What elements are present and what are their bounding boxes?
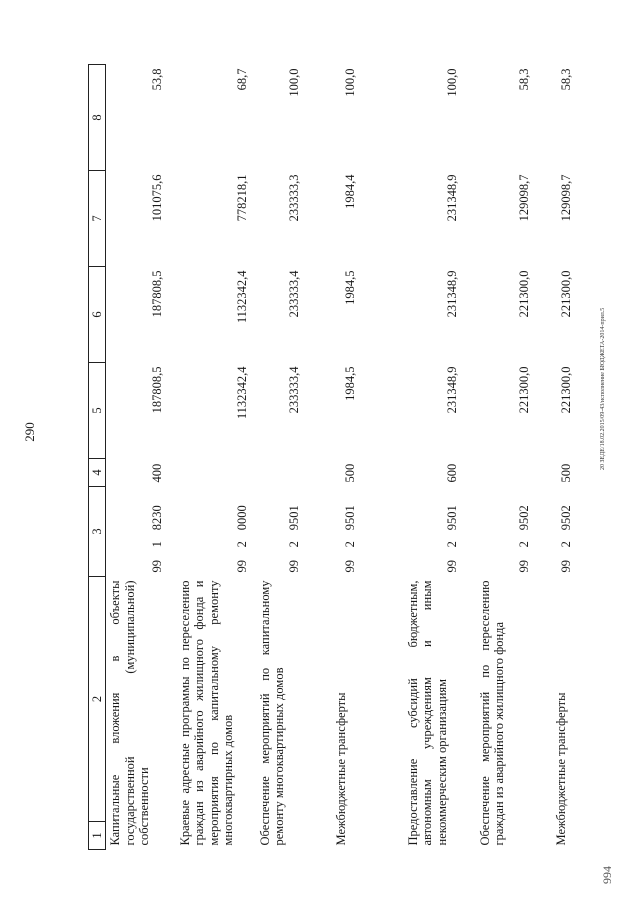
table-row bbox=[168, 65, 250, 850]
code-part: 0000 bbox=[235, 505, 249, 531]
header-cell: 8 bbox=[89, 65, 106, 171]
header-cell: 7 bbox=[89, 171, 106, 267]
row-col6: 233333,4 bbox=[287, 270, 301, 318]
sheet-number: 994 bbox=[600, 866, 614, 884]
code-part: 99 bbox=[343, 560, 357, 573]
row-vr: 400 bbox=[149, 463, 164, 483]
header-cell: 3 bbox=[89, 487, 106, 577]
row-vr: 500 bbox=[343, 463, 357, 483]
footer-text: 20 ЗЕДЕ/18.02.2015/09-43/исполнение БЮДЖЕТА-2014-прил.5 bbox=[600, 307, 606, 470]
row-col6: 187808,5 bbox=[149, 270, 164, 318]
row-vr bbox=[464, 459, 536, 487]
row-code bbox=[106, 487, 168, 577]
table-row bbox=[536, 65, 612, 850]
code-part: 2 bbox=[235, 541, 249, 548]
row-col5: 187808,5 bbox=[149, 366, 164, 414]
row-col8: 100,0 bbox=[445, 68, 459, 97]
row-col6: 221300,0 bbox=[517, 270, 531, 318]
code-part: 9501 bbox=[343, 505, 357, 531]
header-cell: 1 bbox=[89, 822, 106, 850]
row-col5: 231348,9 bbox=[445, 366, 459, 414]
code-part: 2 bbox=[559, 541, 573, 548]
row-vr bbox=[250, 459, 316, 487]
row-name: Капитальные вложения в объекты государственной (муниципальной) собственности bbox=[108, 580, 151, 846]
row-col8: 58,3 bbox=[517, 68, 531, 91]
code-part: 99 bbox=[287, 560, 301, 573]
row-col6: 1984,5 bbox=[343, 270, 357, 305]
row-col6: 231348,9 bbox=[445, 270, 459, 318]
row-vr: 500 bbox=[559, 463, 573, 483]
row-col7: 233333,3 bbox=[287, 174, 301, 222]
row-col8: 58,3 bbox=[559, 68, 573, 91]
row-name: Межбюджетные трансферты bbox=[553, 692, 568, 846]
header-cell: 6 bbox=[89, 267, 106, 363]
row-col8: 53,8 bbox=[149, 68, 164, 91]
code-part: 8230 bbox=[149, 505, 164, 531]
row-col6: 1132342,4 bbox=[235, 270, 249, 324]
budget-table bbox=[88, 64, 612, 850]
row-name: Предоставление субсидий бюджетным, автономным учреждениям и иным некоммерческим организациям bbox=[405, 580, 449, 846]
table-row bbox=[106, 65, 168, 850]
row-col5: 221300,0 bbox=[559, 366, 573, 414]
row-name: Обеспечение мероприятий по капитальному ремонту многоквартирных домов bbox=[257, 580, 286, 846]
code-part: 99 bbox=[149, 560, 164, 573]
row-name: Краевые адресные программы по переселению граждан из аварийного жилищного фонда и мероприятия по капитальному ремонту многоквартирных домов bbox=[177, 580, 235, 846]
code-part: 99 bbox=[559, 560, 573, 573]
rotated-table-wrapper bbox=[88, 65, 573, 850]
code-part: 99 bbox=[517, 560, 531, 573]
row-col7: 101075,6 bbox=[149, 174, 164, 222]
row-vr: 600 bbox=[445, 463, 459, 483]
row-name: Обеспечение мероприятий по переселению граждан из аварийного жилищного фонда bbox=[477, 580, 506, 846]
page-number: 290 bbox=[22, 422, 37, 442]
table-row bbox=[464, 65, 536, 850]
row-col8: 100,0 bbox=[287, 68, 301, 97]
code-part: 2 bbox=[343, 541, 357, 548]
code-part: 99 bbox=[235, 560, 249, 573]
code-part: 9501 bbox=[445, 505, 459, 531]
code-part: 1 bbox=[149, 541, 164, 548]
row-col7: 231348,9 bbox=[445, 174, 459, 222]
code-part: 2 bbox=[445, 541, 459, 548]
row-col8: 100,0 bbox=[343, 68, 357, 97]
row-col7: 129098,7 bbox=[517, 174, 531, 222]
table-row bbox=[392, 65, 464, 850]
row-col5: 1132342,4 bbox=[235, 366, 249, 420]
header-cell: 2 bbox=[89, 577, 106, 822]
table-row bbox=[250, 65, 316, 850]
code-part: 99 bbox=[445, 560, 459, 573]
header-cell: 4 bbox=[89, 459, 106, 487]
code-part: 9502 bbox=[559, 505, 573, 531]
row-name: Межбюджетные трансферты bbox=[333, 692, 348, 846]
header-cell: 5 bbox=[89, 363, 106, 459]
row-col7: 129098,7 bbox=[559, 174, 573, 222]
header-row bbox=[89, 65, 106, 850]
row-col8: 68,7 bbox=[235, 68, 249, 91]
table-row bbox=[316, 65, 392, 850]
code-part: 9502 bbox=[517, 505, 531, 531]
row-vr bbox=[168, 459, 250, 487]
row-col5: 233333,4 bbox=[287, 366, 301, 414]
code-part: 2 bbox=[517, 541, 531, 548]
row-col7: 1984,4 bbox=[343, 174, 357, 209]
row-col5: 1984,5 bbox=[343, 366, 357, 401]
row-col6: 221300,0 bbox=[559, 270, 573, 318]
code-part: 9501 bbox=[287, 505, 301, 531]
row-col7: 778218,1 bbox=[235, 174, 249, 222]
code-part: 2 bbox=[287, 541, 301, 548]
row-col5: 221300,0 bbox=[517, 366, 531, 414]
